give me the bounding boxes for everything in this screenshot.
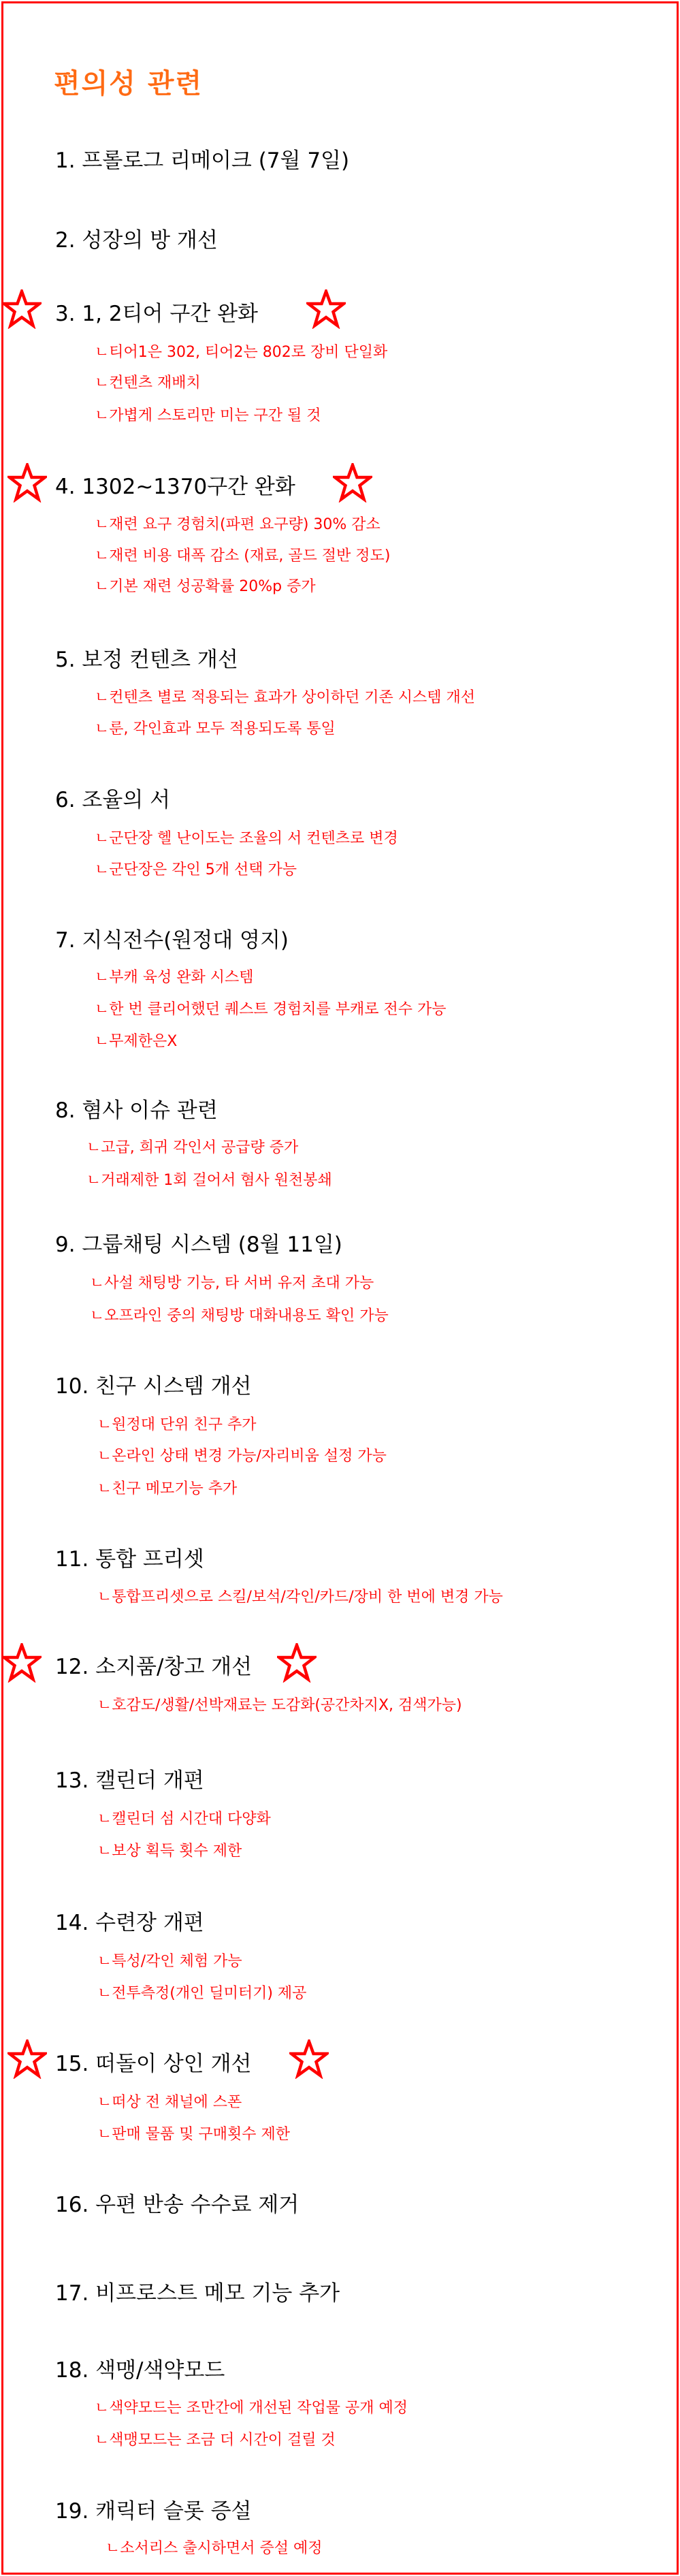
section-bullet: ㄴ떠상 전 채널에 스폰 (97, 2094, 242, 2111)
section-bullet: ㄴ컨텐츠 재배치 (95, 375, 201, 392)
section-bullet: ㄴ티어1은 302, 티어2는 802로 장비 단일화 (95, 344, 388, 361)
section-bullet: ㄴ특성/각인 체험 가능 (97, 1953, 242, 1970)
section-title: 13. 캘린더 개편 (55, 1768, 204, 1793)
section-bullet: ㄴ캘린더 섬 시간대 다양화 (97, 1811, 271, 1828)
section-bullet: ㄴ재련 비용 대폭 감소 (재료, 골드 절반 정도) (95, 547, 391, 565)
section-bullet: ㄴ통합프리셋으로 스킬/보석/각인/카드/장비 한 번에 변경 가능 (97, 1589, 503, 1606)
section-bullet: ㄴ컨텐츠 별로 적용되는 효과가 상이하던 기존 시스템 개선 (95, 689, 476, 706)
section-bullet: ㄴ고급, 희귀 각인서 공급량 증가 (86, 1139, 299, 1156)
section-bullet: ㄴ사설 채팅방 기능, 타 서버 유저 초대 가능 (90, 1275, 374, 1292)
star-outline-icon (7, 463, 47, 503)
section-title: 17. 비프로스트 메모 기능 추가 (55, 2281, 340, 2306)
section-bullet: ㄴ호감도/생활/선박재료는 도감화(공간차지X, 검색가능) (97, 1697, 462, 1714)
star-outline-icon (333, 463, 372, 503)
document-frame (1, 1, 679, 2575)
section-bullet: ㄴ오프라인 중의 채팅방 대화내용도 확인 가능 (90, 1307, 389, 1324)
page-heading: 편의성 관련 (54, 68, 204, 99)
section-bullet: ㄴ재련 요구 경험치(파편 요구량) 30% 감소 (95, 516, 381, 533)
section-bullet: ㄴ원정대 단위 친구 추가 (97, 1416, 257, 1433)
section-title: 19. 캐릭터 슬롯 증설 (55, 2499, 252, 2524)
section-bullet: ㄴ부캐 육성 완화 시스템 (95, 969, 254, 986)
section-bullet: ㄴ한 번 클리어했던 퀘스트 경험치를 부캐로 전수 가능 (95, 1001, 447, 1018)
section-title: 15. 떠돌이 상인 개선 (55, 2052, 252, 2076)
section-bullet: ㄴ색약모드는 조만간에 개선된 작업물 공개 예정 (95, 2400, 408, 2417)
section-bullet: ㄴ온라인 상태 변경 가능/자리비움 설정 가능 (97, 1448, 387, 1465)
section-title: 3. 1, 2티어 구간 완화 (55, 302, 258, 326)
section-bullet: ㄴ군단장 헬 난이도는 조율의 서 컨텐츠로 변경 (95, 830, 398, 847)
star-outline-icon (306, 289, 346, 329)
section-bullet: ㄴ보상 획득 횟수 제한 (97, 1843, 242, 1860)
section-title: 8. 혐사 이슈 관련 (55, 1098, 218, 1123)
section-title: 10. 친구 시스템 개선 (55, 1374, 252, 1399)
section-bullet: ㄴ거래제한 1회 걸어서 혐사 원천봉쇄 (86, 1172, 332, 1189)
star-outline-icon (289, 2039, 329, 2079)
section-title: 14. 수련장 개편 (55, 1911, 204, 1935)
section-title: 6. 조율의 서 (55, 788, 171, 812)
star-outline-icon (2, 1643, 42, 1683)
section-title: 12. 소지품/창고 개선 (55, 1655, 253, 1679)
section-bullet: ㄴ룬, 각인효과 모두 적용되도록 통일 (95, 720, 336, 737)
section-bullet: ㄴ판매 물품 및 구매횟수 제한 (97, 2126, 290, 2143)
section-bullet: ㄴ기본 재련 성공확률 20%p 증가 (95, 578, 316, 595)
star-outline-icon (7, 2039, 47, 2079)
section-title: 7. 지식전수(원정대 영지) (55, 928, 289, 953)
section-bullet: ㄴ소서리스 출시하면서 증설 예정 (106, 2540, 323, 2557)
section-bullet: ㄴ색맹모드는 조금 더 시간이 걸릴 것 (95, 2432, 336, 2449)
star-outline-icon (277, 1643, 317, 1683)
section-bullet: ㄴ전투측정(개인 딜미터기) 제공 (97, 1985, 307, 2002)
section-title: 4. 1302~1370구간 완화 (55, 475, 295, 499)
section-bullet: ㄴ군단장은 각인 5개 선택 가능 (95, 861, 297, 878)
section-bullet: ㄴ무제한은X (95, 1033, 178, 1050)
section-title: 2. 성장의 방 개선 (55, 228, 218, 253)
star-outline-icon (2, 289, 42, 329)
section-title: 11. 통합 프리셋 (55, 1547, 204, 1572)
section-title: 18. 색맹/색약모드 (55, 2358, 225, 2383)
section-title: 1. 프롤로그 리메이크 (7월 7일) (55, 148, 350, 173)
section-title: 5. 보정 컨텐츠 개선 (55, 648, 238, 672)
section-bullet: ㄴ가볍게 스토리만 미는 구간 될 것 (95, 407, 321, 424)
section-title: 16. 우편 반송 수수료 제거 (55, 2193, 299, 2217)
section-title: 9. 그룹채팅 시스템 (8월 11일) (55, 1233, 342, 1257)
section-bullet: ㄴ친구 메모기능 추가 (97, 1480, 238, 1497)
